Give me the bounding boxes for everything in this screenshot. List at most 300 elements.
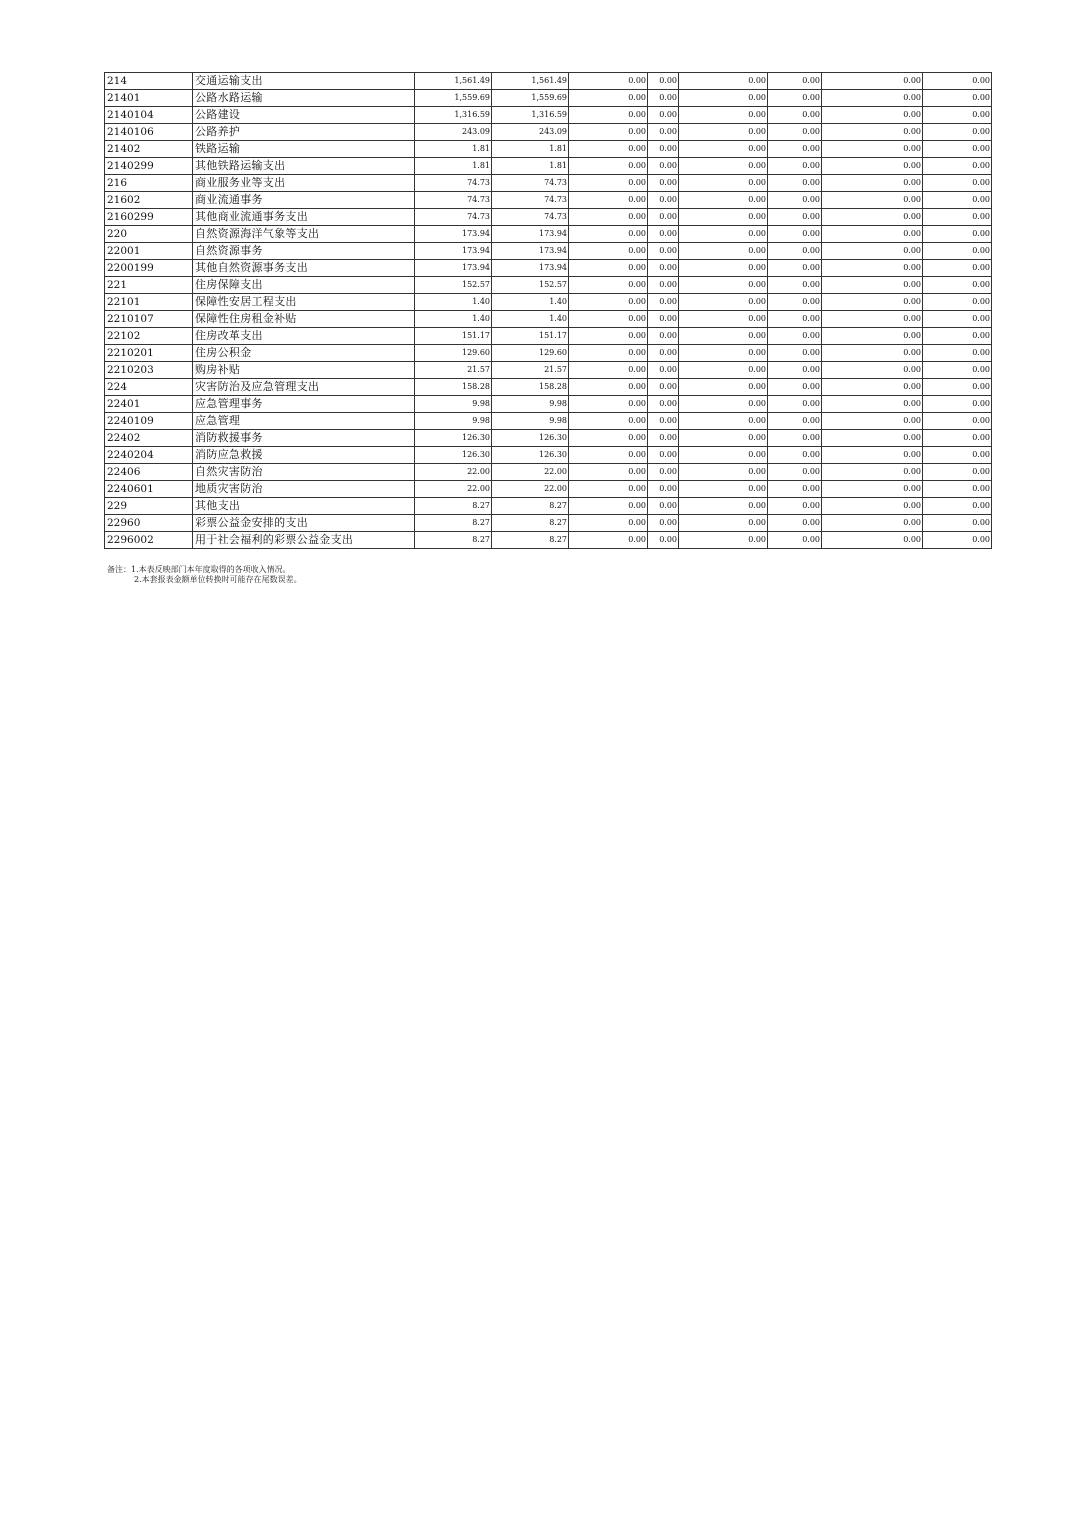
amount-cell: 173.94 bbox=[492, 260, 569, 277]
amount-cell: 0.00 bbox=[569, 277, 648, 294]
amount-cell: 0.00 bbox=[822, 158, 923, 175]
amount-cell: 0.00 bbox=[923, 481, 992, 498]
table-row bbox=[105, 311, 992, 328]
amount-cell: 129.60 bbox=[492, 345, 569, 362]
subject-code-cell: 22102 bbox=[105, 328, 193, 345]
amount-cell: 0.00 bbox=[648, 141, 679, 158]
amount-cell: 0.00 bbox=[822, 107, 923, 124]
table-row bbox=[105, 430, 992, 447]
amount-cell: 0.00 bbox=[923, 209, 992, 226]
amount-cell: 0.00 bbox=[648, 294, 679, 311]
amount-cell: 0.00 bbox=[648, 260, 679, 277]
amount-cell: 0.00 bbox=[768, 73, 822, 90]
amount-cell: 0.00 bbox=[822, 532, 923, 549]
amount-cell: 158.28 bbox=[492, 379, 569, 396]
amount-cell: 0.00 bbox=[768, 532, 822, 549]
amount-cell: 0.00 bbox=[679, 413, 768, 430]
amount-cell: 1.40 bbox=[415, 294, 492, 311]
amount-cell: 9.98 bbox=[492, 396, 569, 413]
amount-cell: 0.00 bbox=[822, 328, 923, 345]
amount-cell: 0.00 bbox=[648, 311, 679, 328]
amount-cell: 0.00 bbox=[569, 430, 648, 447]
subject-name-cell: 住房改革支出 bbox=[193, 328, 415, 345]
amount-cell: 0.00 bbox=[679, 345, 768, 362]
amount-cell: 0.00 bbox=[648, 447, 679, 464]
amount-cell: 0.00 bbox=[822, 73, 923, 90]
amount-cell: 0.00 bbox=[822, 277, 923, 294]
amount-cell: 0.00 bbox=[569, 175, 648, 192]
amount-cell: 0.00 bbox=[923, 107, 992, 124]
table-row bbox=[105, 464, 992, 481]
amount-cell: 0.00 bbox=[923, 158, 992, 175]
amount-cell: 0.00 bbox=[648, 226, 679, 243]
amount-cell: 0.00 bbox=[923, 175, 992, 192]
amount-cell: 0.00 bbox=[923, 345, 992, 362]
amount-cell: 0.00 bbox=[768, 379, 822, 396]
amount-cell: 0.00 bbox=[768, 413, 822, 430]
amount-cell: 22.00 bbox=[492, 481, 569, 498]
amount-cell: 0.00 bbox=[648, 345, 679, 362]
amount-cell: 0.00 bbox=[648, 430, 679, 447]
table-row bbox=[105, 345, 992, 362]
amount-cell: 0.00 bbox=[822, 515, 923, 532]
amount-cell: 0.00 bbox=[679, 192, 768, 209]
amount-cell: 74.73 bbox=[415, 175, 492, 192]
amount-cell: 1.40 bbox=[492, 294, 569, 311]
amount-cell: 0.00 bbox=[679, 447, 768, 464]
table-row bbox=[105, 532, 992, 549]
amount-cell: 126.30 bbox=[492, 430, 569, 447]
amount-cell: 1,559.69 bbox=[415, 90, 492, 107]
amount-cell: 0.00 bbox=[768, 328, 822, 345]
table-row bbox=[105, 260, 992, 277]
amount-cell: 0.00 bbox=[822, 175, 923, 192]
subject-code-cell: 2240601 bbox=[105, 481, 193, 498]
subject-code-cell: 2160299 bbox=[105, 209, 193, 226]
subject-code-cell: 216 bbox=[105, 175, 193, 192]
amount-cell: 1,561.49 bbox=[492, 73, 569, 90]
amount-cell: 0.00 bbox=[569, 260, 648, 277]
table-row bbox=[105, 277, 992, 294]
amount-cell: 0.00 bbox=[648, 107, 679, 124]
amount-cell: 126.30 bbox=[492, 447, 569, 464]
table-row bbox=[105, 396, 992, 413]
amount-cell: 0.00 bbox=[569, 328, 648, 345]
amount-cell: 0.00 bbox=[679, 90, 768, 107]
amount-cell: 0.00 bbox=[679, 396, 768, 413]
subject-name-cell: 消防应急救援 bbox=[193, 447, 415, 464]
amount-cell: 0.00 bbox=[822, 294, 923, 311]
amount-cell: 0.00 bbox=[648, 532, 679, 549]
amount-cell: 0.00 bbox=[768, 107, 822, 124]
amount-cell: 0.00 bbox=[768, 464, 822, 481]
subject-code-cell: 220 bbox=[105, 226, 193, 243]
budget-table bbox=[104, 72, 992, 549]
amount-cell: 0.00 bbox=[569, 294, 648, 311]
amount-cell: 0.00 bbox=[822, 192, 923, 209]
amount-cell: 0.00 bbox=[768, 141, 822, 158]
amount-cell: 0.00 bbox=[822, 311, 923, 328]
amount-cell: 1,316.59 bbox=[492, 107, 569, 124]
table-row bbox=[105, 379, 992, 396]
amount-cell: 0.00 bbox=[569, 243, 648, 260]
amount-cell: 0.00 bbox=[569, 226, 648, 243]
subject-name-cell: 交通运输支出 bbox=[193, 73, 415, 90]
amount-cell: 0.00 bbox=[822, 481, 923, 498]
subject-code-cell: 2140106 bbox=[105, 124, 193, 141]
amount-cell: 0.00 bbox=[768, 243, 822, 260]
amount-cell: 126.30 bbox=[415, 447, 492, 464]
amount-cell: 22.00 bbox=[415, 481, 492, 498]
amount-cell: 0.00 bbox=[648, 175, 679, 192]
amount-cell: 0.00 bbox=[679, 515, 768, 532]
subject-name-cell: 灾害防治及应急管理支出 bbox=[193, 379, 415, 396]
amount-cell: 173.94 bbox=[492, 226, 569, 243]
amount-cell: 0.00 bbox=[648, 243, 679, 260]
amount-cell: 0.00 bbox=[822, 141, 923, 158]
amount-cell: 22.00 bbox=[415, 464, 492, 481]
amount-cell: 21.57 bbox=[492, 362, 569, 379]
amount-cell: 0.00 bbox=[822, 260, 923, 277]
amount-cell: 0.00 bbox=[679, 158, 768, 175]
subject-code-cell: 2296002 bbox=[105, 532, 193, 549]
amount-cell: 0.00 bbox=[648, 481, 679, 498]
subject-name-cell: 其他铁路运输支出 bbox=[193, 158, 415, 175]
table-row bbox=[105, 192, 992, 209]
amount-cell: 0.00 bbox=[822, 498, 923, 515]
amount-cell: 0.00 bbox=[923, 362, 992, 379]
table-row bbox=[105, 141, 992, 158]
amount-cell: 0.00 bbox=[923, 464, 992, 481]
amount-cell: 0.00 bbox=[768, 226, 822, 243]
subject-name-cell: 自然灾害防治 bbox=[193, 464, 415, 481]
amount-cell: 0.00 bbox=[648, 192, 679, 209]
amount-cell: 0.00 bbox=[648, 124, 679, 141]
footnotes bbox=[107, 565, 302, 585]
amount-cell: 0.00 bbox=[822, 209, 923, 226]
amount-cell: 0.00 bbox=[923, 277, 992, 294]
subject-name-cell: 其他商业流通事务支出 bbox=[193, 209, 415, 226]
amount-cell: 21.57 bbox=[415, 362, 492, 379]
amount-cell: 0.00 bbox=[923, 498, 992, 515]
amount-cell: 0.00 bbox=[679, 277, 768, 294]
amount-cell: 0.00 bbox=[679, 430, 768, 447]
subject-code-cell: 229 bbox=[105, 498, 193, 515]
amount-cell: 0.00 bbox=[648, 362, 679, 379]
amount-cell: 0.00 bbox=[768, 345, 822, 362]
amount-cell: 0.00 bbox=[679, 328, 768, 345]
subject-code-cell: 22402 bbox=[105, 430, 193, 447]
amount-cell: 0.00 bbox=[768, 481, 822, 498]
footnote-1: 备注：1.本表反映部门本年度取得的各项收入情况。 bbox=[107, 565, 291, 574]
amount-cell: 0.00 bbox=[923, 515, 992, 532]
subject-code-cell: 2240204 bbox=[105, 447, 193, 464]
amount-cell: 1.40 bbox=[492, 311, 569, 328]
table-row bbox=[105, 515, 992, 532]
subject-code-cell: 22406 bbox=[105, 464, 193, 481]
table-row bbox=[105, 158, 992, 175]
amount-cell: 0.00 bbox=[768, 396, 822, 413]
subject-code-cell: 2140104 bbox=[105, 107, 193, 124]
amount-cell: 0.00 bbox=[569, 90, 648, 107]
amount-cell: 0.00 bbox=[923, 311, 992, 328]
amount-cell: 1,559.69 bbox=[492, 90, 569, 107]
subject-code-cell: 2200199 bbox=[105, 260, 193, 277]
amount-cell: 0.00 bbox=[679, 498, 768, 515]
amount-cell: 0.00 bbox=[679, 226, 768, 243]
amount-cell: 173.94 bbox=[415, 260, 492, 277]
amount-cell: 0.00 bbox=[822, 447, 923, 464]
amount-cell: 0.00 bbox=[648, 328, 679, 345]
table-row bbox=[105, 90, 992, 107]
subject-name-cell: 商业服务业等支出 bbox=[193, 175, 415, 192]
table-row bbox=[105, 413, 992, 430]
amount-cell: 0.00 bbox=[679, 209, 768, 226]
amount-cell: 0.00 bbox=[648, 90, 679, 107]
amount-cell: 0.00 bbox=[569, 362, 648, 379]
table-row bbox=[105, 481, 992, 498]
subject-name-cell: 消防救援事务 bbox=[193, 430, 415, 447]
subject-name-cell: 其他自然资源事务支出 bbox=[193, 260, 415, 277]
amount-cell: 0.00 bbox=[569, 311, 648, 328]
subject-name-cell: 自然资源海洋气象等支出 bbox=[193, 226, 415, 243]
amount-cell: 0.00 bbox=[822, 396, 923, 413]
amount-cell: 0.00 bbox=[679, 294, 768, 311]
amount-cell: 0.00 bbox=[679, 464, 768, 481]
amount-cell: 74.73 bbox=[415, 192, 492, 209]
amount-cell: 0.00 bbox=[569, 464, 648, 481]
amount-cell: 1,316.59 bbox=[415, 107, 492, 124]
amount-cell: 0.00 bbox=[569, 532, 648, 549]
subject-code-cell: 2140299 bbox=[105, 158, 193, 175]
amount-cell: 0.00 bbox=[569, 124, 648, 141]
amount-cell: 0.00 bbox=[923, 141, 992, 158]
amount-cell: 0.00 bbox=[679, 124, 768, 141]
amount-cell: 0.00 bbox=[923, 90, 992, 107]
table-row bbox=[105, 447, 992, 464]
amount-cell: 0.00 bbox=[648, 464, 679, 481]
subject-name-cell: 彩票公益金安排的支出 bbox=[193, 515, 415, 532]
amount-cell: 0.00 bbox=[648, 209, 679, 226]
amount-cell: 8.27 bbox=[415, 498, 492, 515]
subject-name-cell: 其他支出 bbox=[193, 498, 415, 515]
table-row bbox=[105, 328, 992, 345]
table-body bbox=[105, 73, 992, 549]
table-row bbox=[105, 294, 992, 311]
subject-code-cell: 224 bbox=[105, 379, 193, 396]
subject-code-cell: 2210107 bbox=[105, 311, 193, 328]
amount-cell: 0.00 bbox=[768, 90, 822, 107]
amount-cell: 126.30 bbox=[415, 430, 492, 447]
amount-cell: 0.00 bbox=[569, 447, 648, 464]
subject-name-cell: 商业流通事务 bbox=[193, 192, 415, 209]
amount-cell: 0.00 bbox=[768, 260, 822, 277]
amount-cell: 0.00 bbox=[648, 158, 679, 175]
amount-cell: 0.00 bbox=[923, 532, 992, 549]
amount-cell: 0.00 bbox=[648, 277, 679, 294]
table-row bbox=[105, 73, 992, 90]
subject-name-cell: 地质灾害防治 bbox=[193, 481, 415, 498]
amount-cell: 0.00 bbox=[768, 430, 822, 447]
subject-name-cell: 应急管理 bbox=[193, 413, 415, 430]
amount-cell: 0.00 bbox=[822, 90, 923, 107]
amount-cell: 0.00 bbox=[768, 362, 822, 379]
amount-cell: 0.00 bbox=[648, 73, 679, 90]
amount-cell: 0.00 bbox=[923, 124, 992, 141]
subject-code-cell: 214 bbox=[105, 73, 193, 90]
amount-cell: 0.00 bbox=[569, 158, 648, 175]
amount-cell: 0.00 bbox=[768, 158, 822, 175]
amount-cell: 0.00 bbox=[569, 141, 648, 158]
subject-name-cell: 自然资源事务 bbox=[193, 243, 415, 260]
amount-cell: 0.00 bbox=[923, 294, 992, 311]
amount-cell: 0.00 bbox=[923, 413, 992, 430]
amount-cell: 0.00 bbox=[679, 481, 768, 498]
amount-cell: 0.00 bbox=[648, 498, 679, 515]
amount-cell: 9.98 bbox=[492, 413, 569, 430]
amount-cell: 0.00 bbox=[822, 413, 923, 430]
amount-cell: 0.00 bbox=[822, 464, 923, 481]
amount-cell: 0.00 bbox=[648, 515, 679, 532]
amount-cell: 8.27 bbox=[492, 498, 569, 515]
amount-cell: 158.28 bbox=[415, 379, 492, 396]
amount-cell: 74.73 bbox=[492, 192, 569, 209]
amount-cell: 22.00 bbox=[492, 464, 569, 481]
table-row bbox=[105, 498, 992, 515]
subject-code-cell: 22001 bbox=[105, 243, 193, 260]
amount-cell: 0.00 bbox=[822, 379, 923, 396]
amount-cell: 0.00 bbox=[923, 379, 992, 396]
table-row bbox=[105, 226, 992, 243]
amount-cell: 1.81 bbox=[492, 158, 569, 175]
amount-cell: 8.27 bbox=[415, 515, 492, 532]
subject-code-cell: 21402 bbox=[105, 141, 193, 158]
amount-cell: 0.00 bbox=[923, 192, 992, 209]
amount-cell: 0.00 bbox=[679, 311, 768, 328]
amount-cell: 74.73 bbox=[492, 175, 569, 192]
amount-cell: 0.00 bbox=[679, 107, 768, 124]
subject-code-cell: 2210203 bbox=[105, 362, 193, 379]
amount-cell: 1.81 bbox=[415, 158, 492, 175]
amount-cell: 0.00 bbox=[768, 175, 822, 192]
table-row bbox=[105, 209, 992, 226]
amount-cell: 74.73 bbox=[415, 209, 492, 226]
amount-cell: 0.00 bbox=[679, 243, 768, 260]
amount-cell: 0.00 bbox=[679, 175, 768, 192]
amount-cell: 151.17 bbox=[415, 328, 492, 345]
amount-cell: 0.00 bbox=[923, 226, 992, 243]
amount-cell: 0.00 bbox=[569, 209, 648, 226]
amount-cell: 0.00 bbox=[648, 413, 679, 430]
amount-cell: 151.17 bbox=[492, 328, 569, 345]
amount-cell: 0.00 bbox=[648, 379, 679, 396]
amount-cell: 0.00 bbox=[768, 192, 822, 209]
subject-name-cell: 购房补贴 bbox=[193, 362, 415, 379]
amount-cell: 8.27 bbox=[492, 515, 569, 532]
subject-name-cell: 铁路运输 bbox=[193, 141, 415, 158]
amount-cell: 0.00 bbox=[569, 515, 648, 532]
amount-cell: 0.00 bbox=[648, 396, 679, 413]
amount-cell: 0.00 bbox=[923, 260, 992, 277]
amount-cell: 152.57 bbox=[492, 277, 569, 294]
amount-cell: 8.27 bbox=[415, 532, 492, 549]
amount-cell: 0.00 bbox=[822, 430, 923, 447]
subject-code-cell: 22101 bbox=[105, 294, 193, 311]
amount-cell: 0.00 bbox=[822, 362, 923, 379]
amount-cell: 1,561.49 bbox=[415, 73, 492, 90]
amount-cell: 0.00 bbox=[768, 515, 822, 532]
amount-cell: 0.00 bbox=[768, 294, 822, 311]
amount-cell: 173.94 bbox=[415, 226, 492, 243]
subject-name-cell: 保障性住房租金补贴 bbox=[193, 311, 415, 328]
subject-code-cell: 21401 bbox=[105, 90, 193, 107]
amount-cell: 0.00 bbox=[923, 243, 992, 260]
amount-cell: 9.98 bbox=[415, 413, 492, 430]
amount-cell: 0.00 bbox=[923, 396, 992, 413]
subject-code-cell: 2210201 bbox=[105, 345, 193, 362]
table-row bbox=[105, 362, 992, 379]
amount-cell: 0.00 bbox=[679, 260, 768, 277]
amount-cell: 0.00 bbox=[569, 396, 648, 413]
subject-code-cell: 2240109 bbox=[105, 413, 193, 430]
amount-cell: 0.00 bbox=[569, 481, 648, 498]
footnote-2: 2.本套报表金额单位转换时可能存在尾数误差。 bbox=[134, 575, 302, 584]
amount-cell: 0.00 bbox=[768, 311, 822, 328]
amount-cell: 0.00 bbox=[923, 430, 992, 447]
amount-cell: 0.00 bbox=[822, 243, 923, 260]
amount-cell: 173.94 bbox=[415, 243, 492, 260]
amount-cell: 0.00 bbox=[822, 124, 923, 141]
amount-cell: 1.40 bbox=[415, 311, 492, 328]
subject-name-cell: 公路水路运输 bbox=[193, 90, 415, 107]
amount-cell: 0.00 bbox=[569, 379, 648, 396]
table-row bbox=[105, 124, 992, 141]
amount-cell: 243.09 bbox=[492, 124, 569, 141]
amount-cell: 0.00 bbox=[679, 141, 768, 158]
amount-cell: 0.00 bbox=[822, 226, 923, 243]
subject-name-cell: 公路养护 bbox=[193, 124, 415, 141]
subject-name-cell: 应急管理事务 bbox=[193, 396, 415, 413]
amount-cell: 0.00 bbox=[923, 447, 992, 464]
subject-code-cell: 22960 bbox=[105, 515, 193, 532]
amount-cell: 0.00 bbox=[569, 192, 648, 209]
amount-cell: 1.81 bbox=[492, 141, 569, 158]
subject-name-cell: 住房保障支出 bbox=[193, 277, 415, 294]
amount-cell: 173.94 bbox=[492, 243, 569, 260]
amount-cell: 0.00 bbox=[923, 328, 992, 345]
subject-name-cell: 公路建设 bbox=[193, 107, 415, 124]
amount-cell: 0.00 bbox=[569, 498, 648, 515]
amount-cell: 0.00 bbox=[679, 379, 768, 396]
table-row bbox=[105, 243, 992, 260]
amount-cell: 74.73 bbox=[492, 209, 569, 226]
amount-cell: 0.00 bbox=[679, 73, 768, 90]
amount-cell: 152.57 bbox=[415, 277, 492, 294]
amount-cell: 1.81 bbox=[415, 141, 492, 158]
subject-name-cell: 用于社会福利的彩票公益金支出 bbox=[193, 532, 415, 549]
subject-code-cell: 22401 bbox=[105, 396, 193, 413]
amount-cell: 0.00 bbox=[569, 73, 648, 90]
amount-cell: 8.27 bbox=[492, 532, 569, 549]
amount-cell: 0.00 bbox=[768, 124, 822, 141]
amount-cell: 0.00 bbox=[768, 498, 822, 515]
subject-code-cell: 221 bbox=[105, 277, 193, 294]
subject-code-cell: 21602 bbox=[105, 192, 193, 209]
amount-cell: 0.00 bbox=[569, 413, 648, 430]
amount-cell: 9.98 bbox=[415, 396, 492, 413]
amount-cell: 0.00 bbox=[569, 107, 648, 124]
amount-cell: 0.00 bbox=[822, 345, 923, 362]
